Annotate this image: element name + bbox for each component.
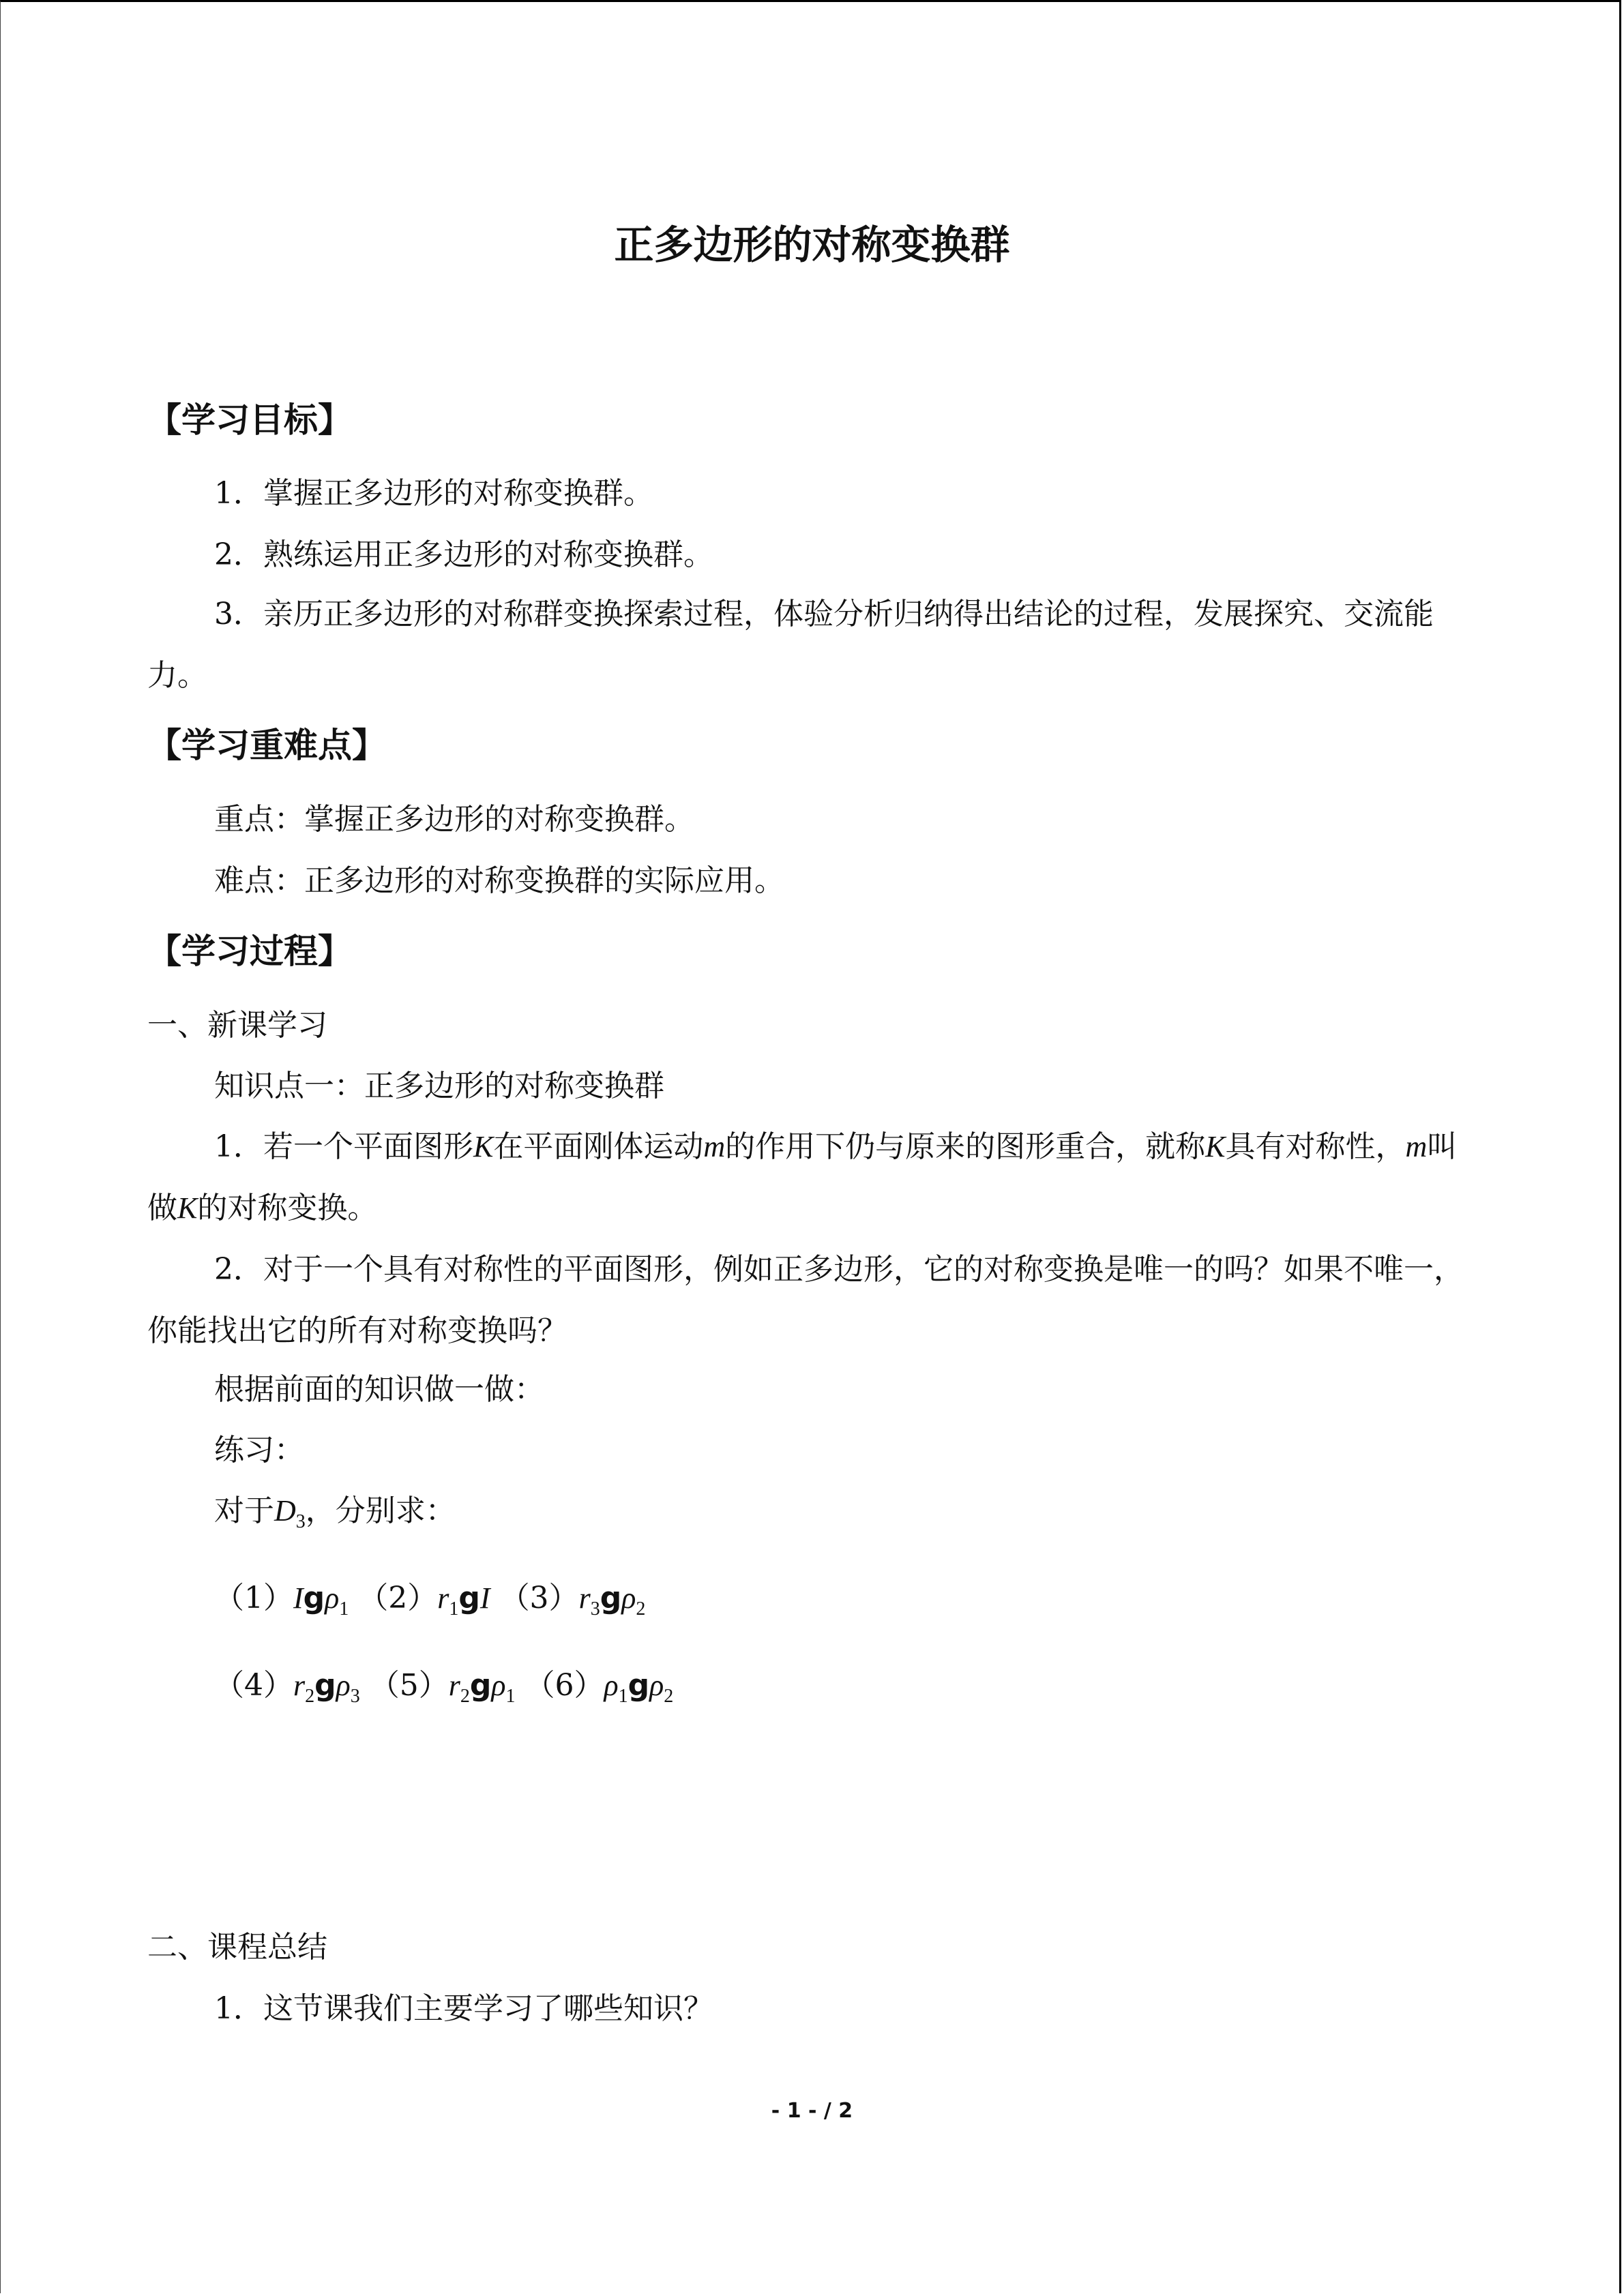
for-d3-line: 对于$D_3$，分别求： bbox=[214, 1493, 456, 1532]
objective-item-1: 1．掌握正多边形的对称变换群。 bbox=[214, 476, 653, 511]
paragraph-2-text: 2．对于一个具有对称性的平面图形，例如正多边形，它的对称变换是唯一的吗？如果不唯一，你能找出它的所有对称变换吗？ bbox=[147, 1252, 1464, 1348]
objectives-heading: 【学习目标】 bbox=[147, 400, 352, 440]
exercise-label: 练习： bbox=[214, 1433, 304, 1467]
summary-question-1: 1．这节课我们主要学习了哪些知识？ bbox=[214, 1991, 713, 2026]
exercise-6: $(6)\rho_1g\rho_2$ bbox=[525, 1668, 674, 1707]
part2-title: 二、课程总结 bbox=[147, 1930, 327, 1965]
exercise-4: $(4)r_2g\rho_3$ bbox=[214, 1668, 360, 1707]
key-point: 重点：掌握正多边形的对称变换群。 bbox=[214, 802, 694, 837]
objective-item-3-text: 3．亲历正多边形的对称群变换探索过程，体验分析归纳得出结论的过程，发展探究、交流能力。 bbox=[147, 597, 1434, 693]
knowledge-point-title: 知识点一：正多边形的对称变换群 bbox=[214, 1069, 664, 1103]
page-number: - 1 - / 2 bbox=[771, 2099, 853, 2123]
exercise-5: $(5)r_2g\rho_1$ bbox=[369, 1668, 516, 1707]
part1-title: 一、新课学习 bbox=[147, 1008, 327, 1043]
keypoints-heading: 【学习重难点】 bbox=[147, 726, 386, 765]
paragraph-1-text: 1．若一个平面图形K在平面刚体运动m的作用下仍与原来的图形重合，就称K具有对称性，m叫做K的对称变换。 bbox=[147, 1129, 1458, 1225]
page-title: 正多边形的对称变换群 bbox=[614, 222, 1010, 268]
exercise-2: $(2)r_1gI$ bbox=[358, 1581, 490, 1620]
difficult-point: 难点：正多边形的对称变换群的实际应用。 bbox=[214, 863, 784, 898]
objective-item-2: 2．熟练运用正多边形的对称变换群。 bbox=[214, 537, 713, 572]
process-heading: 【学习过程】 bbox=[147, 931, 352, 971]
exercise-1: （1）Igρ$_1$ bbox=[214, 1581, 349, 1620]
paragraph-2 bbox=[147, 1239, 1477, 1362]
exercise-row-1 bbox=[214, 1581, 645, 1621]
try-text: 根据前面的知识做一做： bbox=[214, 1372, 544, 1407]
exercise-3: $(3)r_3g\rho_2$ bbox=[499, 1581, 646, 1620]
objective-item-3 bbox=[147, 584, 1477, 706]
paragraph-1 bbox=[147, 1116, 1477, 1239]
exercise-row-2 bbox=[214, 1668, 673, 1708]
